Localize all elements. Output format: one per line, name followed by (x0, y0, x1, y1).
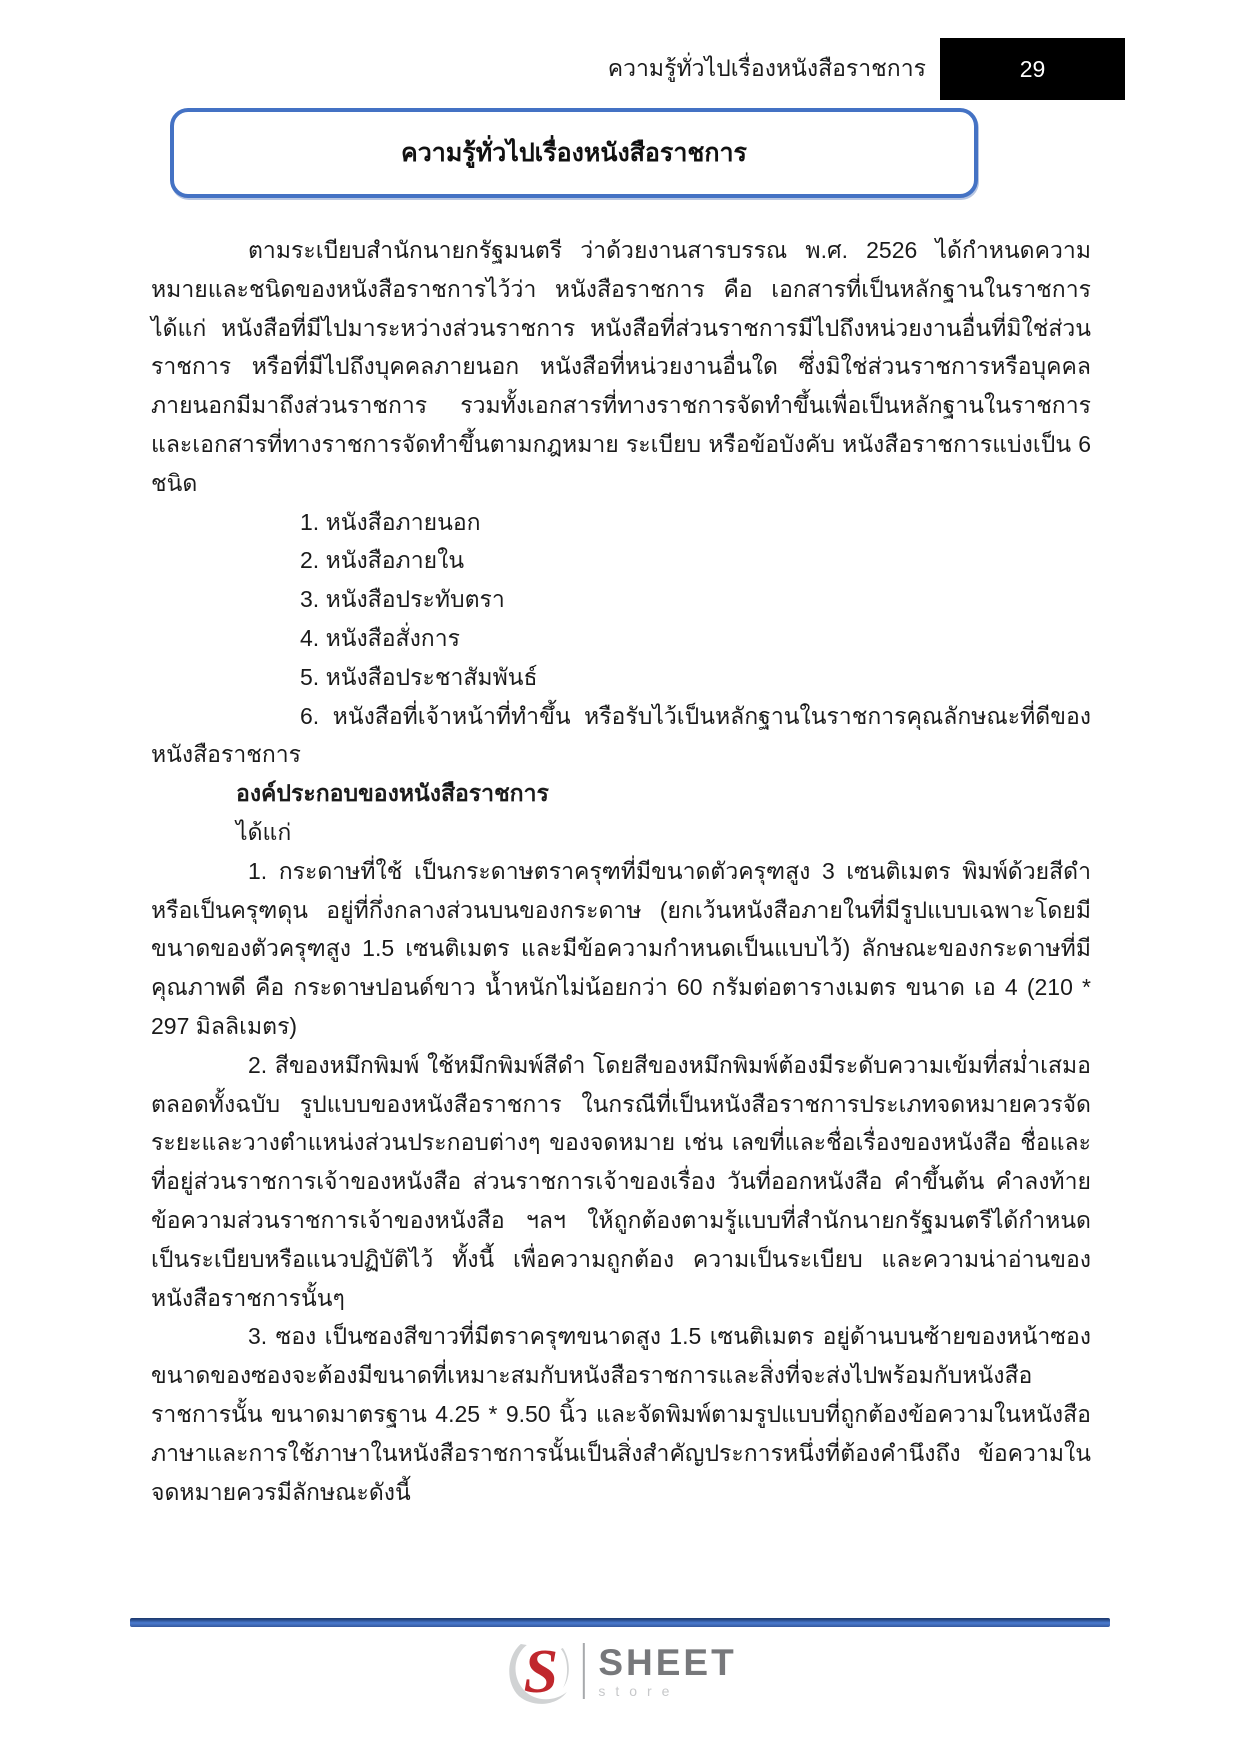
list-item-1: 1. หนังสือภายนอก (300, 508, 481, 535)
list-item-4: 4. หนังสือสั่งการ (300, 624, 461, 651)
list-item-3: 3. หนังสือประทับตรา (300, 586, 505, 613)
body-text (151, 231, 1091, 1511)
list-item-5: 5. หนังสือประชาสัมพันธ์ (300, 663, 538, 690)
brand-name: SHEET (598, 1642, 737, 1683)
list-item-2: 2. หนังสือภายใน (300, 547, 465, 574)
section-lead: ได้แก่ (236, 818, 292, 845)
sheet-store-logo (504, 1634, 736, 1708)
component-paragraph-1: 1. กระดาษที่ใช้ เป็นกระดาษตราครุฑที่มีขนาดตัวครุฑสูง 3 เซนติเมตร พิมพ์ด้วยสีดำหรือเป็นครุฑดุน อยู่ที่กึ่งกลางส่วนบนของกระดาษ (ยกเว้นหนังสือภายในที่มีรูปแบบเฉพาะโดยมีขนาดของตัวครุฑสูง 1.5 เซนติเมตร และมีข้อความกำหนดเป็นแบบไว้) ลักษณะของกระดาษที่มีคุณภาพดี คือ กระดาษปอนด์ขาว น้ำหนักไม่น้อยกว่า 60 กรัมต่อตารางเมตร ขนาด เอ 4 (210 * 297 มิลลิเมตร) (151, 857, 1091, 1039)
footer-divider (130, 1618, 1110, 1627)
page-title: ความรู้ทั่วไปเรื่องหนังสือราชการ (401, 139, 747, 167)
brand-subtitle: store (598, 1683, 680, 1699)
component-paragraph-3: 3. ซอง เป็นซองสีขาวที่มีตราครุฑขนาดสูง 1.5 เซนติเมตร อยู่ด้านบนซ้ายของหน้าซอง ขนาดของซองจะต้องมีขนาดที่เหมาะสมกับหนังสือราชการและสิ่งที่จะส่งไปพร้อมกับหนังสือราชการนั้น ขนาดมาตรฐาน 4.25 * 9.50 นิ้ว และจัดพิมพ์ตามรูปแบบที่ถูกต้องข้อความในหนังสือ ภาษาและการใช้ภาษาในหนังสือราชการนั้นเป็นสิ่งสำคัญประการหนึ่งที่ต้องคำนึงถึง ข้อความในจดหมายควรมีลักษณะดังนี้ (151, 1323, 1091, 1505)
svg-text:S: S (523, 1638, 558, 1706)
page-number: 29 (1019, 55, 1046, 82)
intro-paragraph: ตามระเบียบสำนักนายกรัฐมนตรี ว่าด้วยงานสารบรรณ พ.ศ. 2526 ได้กำหนดความหมายและชนิดของหนังสือราชการไว้ว่า หนังสือราชการ คือ เอกสารที่เป็นหลักฐานในราชการ ได้แก่ หนังสือที่มีไปมาระหว่างส่วนราชการ หนังสือที่ส่วนราชการมีไปถึงหน่วยงานอื่นที่มิใช่ส่วนราชการ หรือที่มีไปถึงบุคคลภายนอก หนังสือที่หน่วยงานอื่นใด ซึ่งมิใช่ส่วนราชการหรือบุคคลภายนอกมีมาถึงส่วนราชการ รวมทั้งเอกสารที่ทางราชการจัดทำขึ้นเพื่อเป็นหลักฐานในราชการ และเอกสารที่ทางราชการจัดทำขึ้นตามกฎหมาย ระเบียบ หรือข้อบังคับ หนังสือราชการแบ่งเป็น 6 ชนิด (151, 237, 1091, 496)
logo-text-block (598, 1644, 736, 1698)
page-number-box (940, 38, 1125, 100)
title-box (170, 108, 978, 198)
component-paragraph-2: 2. สีของหมึกพิมพ์ ใช้หมึกพิมพ์สีดำ โดยสีของหมึกพิมพ์ต้องมีระดับความเข้มที่สม่ำเสมอตลอดทั้งฉบับ รูปแบบของหนังสือราชการ ในกรณีที่เป็นหนังสือราชการประเภทจดหมายควรจัดระยะและวางตำแหน่งส่วนประกอบต่างๆ ของจดหมาย เช่น เลขที่และชื่อเรื่องของหนังสือ ชื่อและที่อยู่ส่วนราชการเจ้าของหนังสือ ส่วนราชการเจ้าของเรื่อง วันที่ออกหนังสือ คำขึ้นต้น คำลงท้าย ข้อความส่วนราชการเจ้าของหนังสือ ฯลฯ ให้ถูกต้องตามรู้แบบที่สำนักนายกรัฐมนตรีได้กำหนดเป็นระเบียบหรือแนวปฏิบัติไว้ ทั้งนี้ เพื่อความถูกต้อง ความเป็นระเบียบ และความน่าอ่านของหนังสือราชการนั้นๆ (151, 1051, 1091, 1311)
list-item-6: 6. หนังสือที่เจ้าหน้าที่ทำขึ้น หรือรับไว้เป็นหลักฐานในราชการคุณลักษณะที่ดีของหนังสือราชการ (151, 702, 1091, 768)
running-header (151, 38, 1125, 100)
running-header-title: ความรู้ทั่วไปเรื่องหนังสือราชการ (607, 55, 926, 81)
section-heading: องค์ประกอบของหนังสือราชการ (236, 780, 549, 807)
logo-divider (582, 1643, 584, 1699)
sheet-store-logo-icon (504, 1634, 574, 1708)
